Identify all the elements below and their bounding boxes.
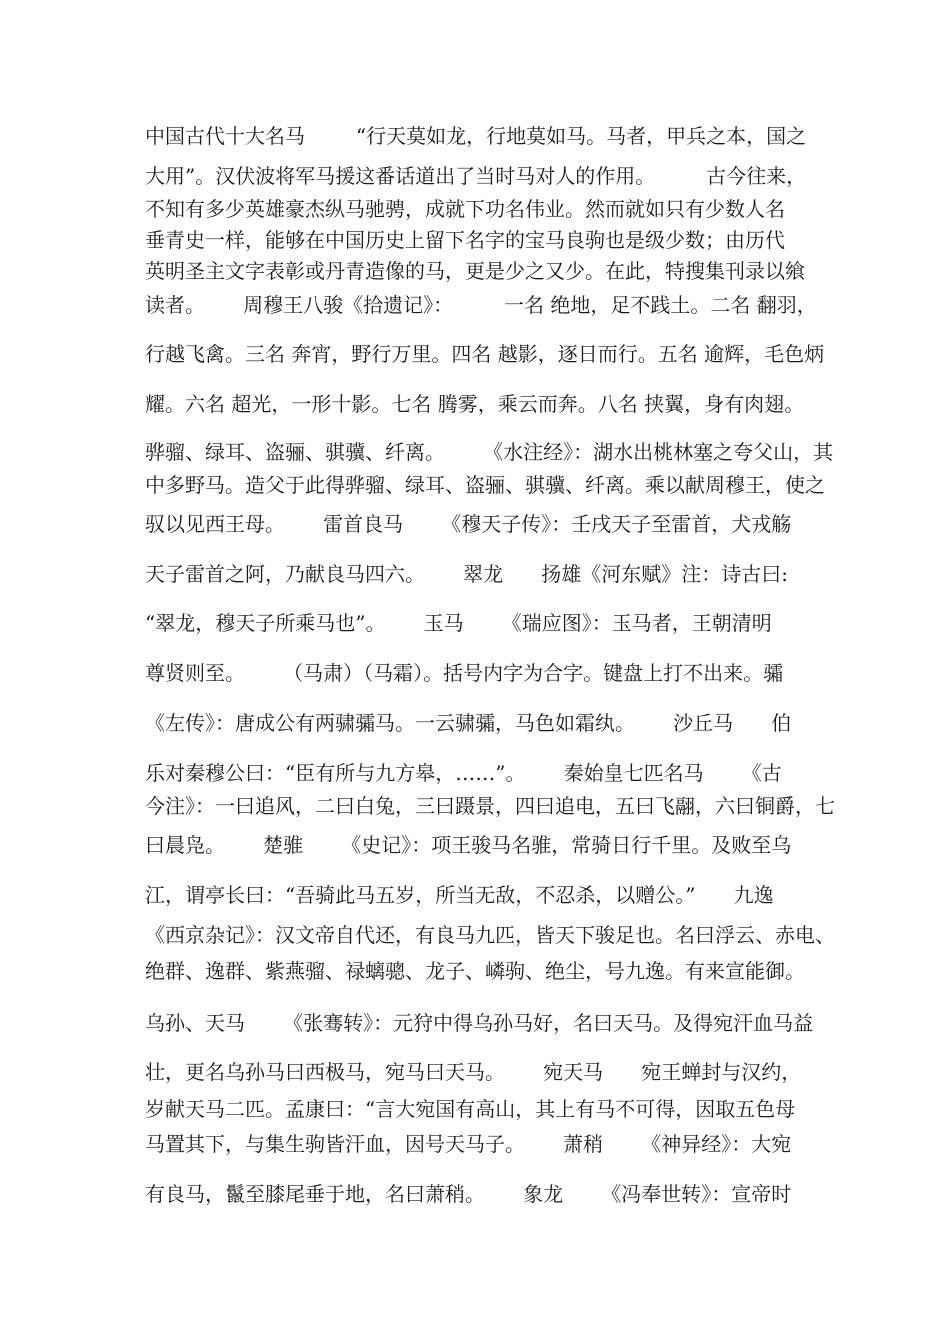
text-line: 江，谓亭长曰：“吾骑此马五岁，所当无敌，不忍杀，以赠公。” 九逸	[145, 883, 774, 907]
text-line: 岁献天马二匹。孟康曰：“言大宛国有高山，其上有马不可得，因取五色母	[145, 1097, 796, 1121]
text-line: 读者。 周穆王八骏《拾遗记》： 一名 绝地，足不践土。二名 翻羽，	[145, 293, 817, 317]
text-line: 《左传》：唐成公有两骕骦马。一云骕骦，马色如霜纨。 沙丘马 伯	[145, 711, 792, 735]
text-line: 垂青史一样，能够在中国历史上留下名字的宝马良驹也是级少数；由历代	[145, 228, 785, 252]
text-line: 尊贤则至。 （马肃）（马霜）。括号内字为合字。键盘上打不出来。骦	[145, 661, 784, 685]
text-line: 不知有多少英雄豪杰纵马驰骋，成就下功名伟业。然而就如只有少数人名	[145, 197, 785, 221]
text-line: 行越飞禽。三名 奔宵，野行万里。四名 越影，逐日而行。五名 逾辉，毛色炳	[145, 342, 825, 366]
text-line: 曰晨凫。 楚骓 《史记》：项王骏马名骓，常骑日行千里。及败至乌	[145, 833, 792, 857]
text-line: 英明圣主文字表彰或丹青造像的马，更是少之又少。在此，特搜集刊录以飨	[145, 259, 805, 283]
text-line: 耀。六名 超光，一形十影。七名 腾雾，乘云而奔。八名 挟翼，身有肉翅。	[145, 392, 805, 416]
text-line: 大用”。汉伏波将军马援这番话道出了当时马对人的作用。 古今往来，	[145, 164, 807, 188]
text-line: “翠龙，穆天子所乘马也”。 玉马 《瑞应图》：玉马者，王朝清明	[145, 611, 772, 635]
text-line: 骅骝、绿耳、盗骊、骐骥、纤离。 《水注经》：湖水出桃林塞之夸父山，其	[145, 440, 834, 464]
text-line: 绝群、逸群、紫燕骝、禄螭骢、龙子、嶙驹、绝尘，号九逸。有来宣能御。	[145, 959, 805, 983]
text-line: 《西京杂记》：汉文帝自代还，有良马九匹，皆天下骏足也。名曰浮云、赤电、	[145, 923, 835, 947]
text-line: 中多野马。造父于此得骅骝、绿耳、盗骊、骐骥、纤离。乘以献周穆王，使之	[145, 473, 825, 497]
text-line: 马置其下，与集生驹皆汗血，因号天马子。 萧稍 《神异经》：大宛	[145, 1132, 792, 1156]
text-line: 今注》：一曰追风，二曰白兔，三曰蹑景，四曰追电，五曰飞翮，六曰铜爵，七	[145, 794, 835, 818]
text-line: 天子雷首之阿，乃献良马四六。 翠龙 扬雄《河东赋》注：诗古曰:	[145, 562, 789, 586]
text-line: 有良马，鬣至膝尾垂于地，名曰萧稍。 象龙 《冯奉世转》：宣帝时	[145, 1182, 792, 1206]
text-line: 乐对秦穆公曰：“臣有所与九方皋，……”。 秦始皇七匹名马 《古	[145, 761, 782, 785]
text-line: 驭以见西王母。 雷首良马 《穆天子传》：壬戌天子至雷首，犬戎觞	[145, 512, 792, 536]
text-line: 中国古代十大名马 “行天莫如龙，行地莫如马。马者，甲兵之本，国之	[145, 124, 807, 148]
text-line: 壮，更名乌孙马曰西极马，宛马曰天马。 宛天马 宛王蝉封与汉约，	[145, 1060, 802, 1084]
text-line: 乌孙、天马 《张骞转》：元狩中得乌孙马好，名曰天马。及得宛汗血马益	[145, 1011, 814, 1035]
